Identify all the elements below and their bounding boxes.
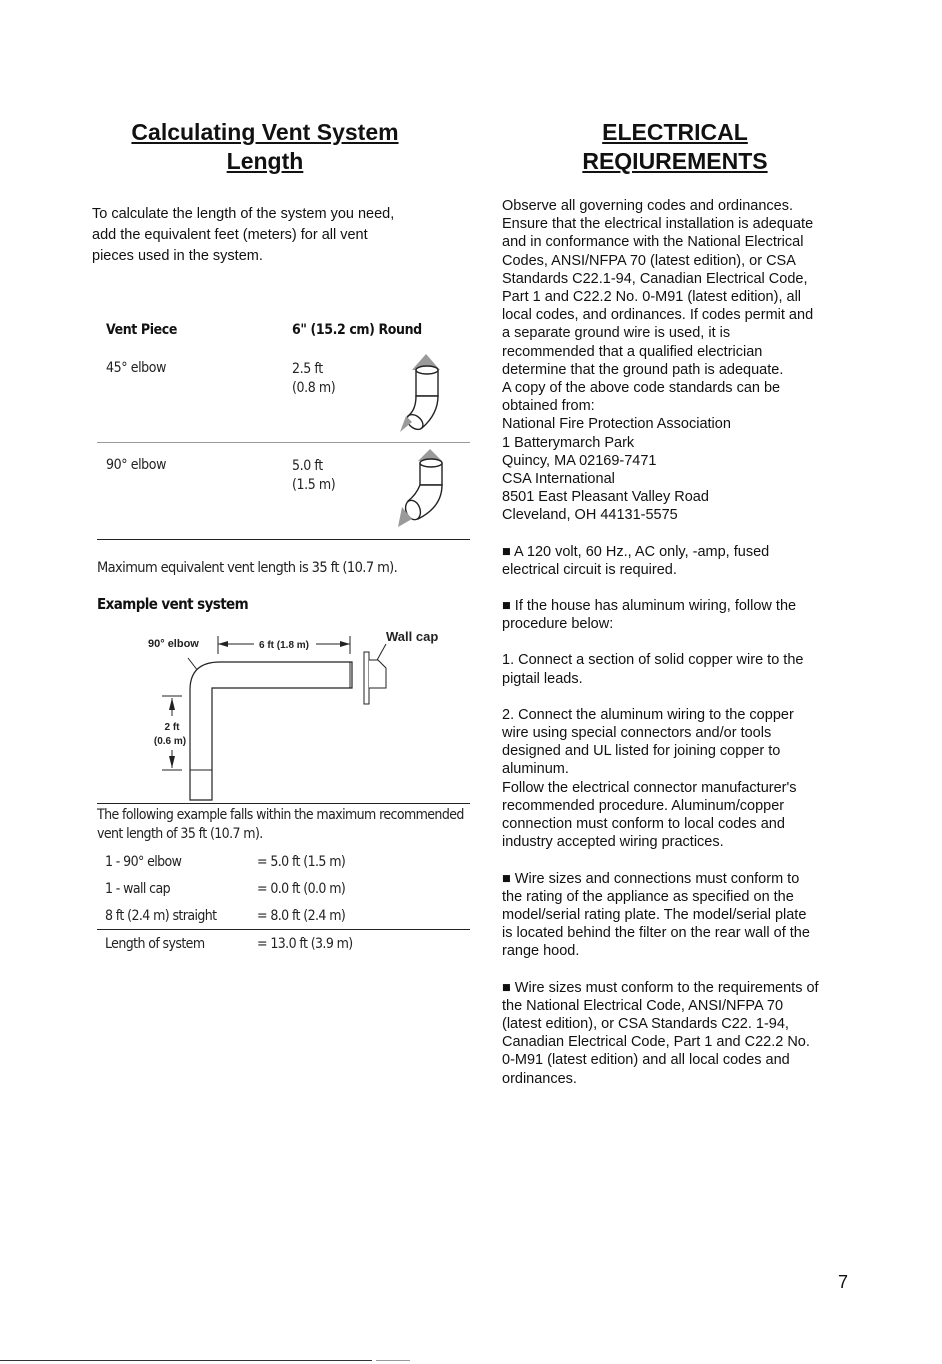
example-vent-diagram: [130, 622, 450, 802]
electrical-title-line1: ELECTRICAL: [602, 119, 748, 145]
wire-sizes-code-paragraph: [502, 979, 852, 1088]
codes-paragraph: [502, 197, 852, 525]
paragraph-line: (latest edition), or CSA Standards C22. 1-94,: [502, 1015, 789, 1032]
paragraph-line: 8501 East Pleasant Valley Road: [502, 489, 709, 506]
example-total-value: = 13.0 ft (3.9 m): [257, 935, 353, 952]
paragraph-line: ordinances.: [502, 1070, 577, 1087]
intro-line: pieces used in the system.: [92, 248, 263, 264]
paragraph-line: Ensure that the electrical installation is adequate: [502, 216, 814, 233]
elbow-90-icon: [396, 449, 452, 533]
paragraph-line: A copy of the above code standards can be: [502, 380, 781, 397]
paragraph-line: Observe all governing codes and ordinances.: [502, 198, 793, 214]
vent-length-ft: 5.0 ft: [292, 458, 323, 474]
paragraph-line: pigtail leads.: [502, 670, 583, 687]
electrical-section-title: [502, 118, 848, 176]
diagram-horizontal-label: 6 ft (1.8 m): [259, 640, 310, 651]
vent-section-title: [92, 118, 438, 176]
paragraph-line: the National Electrical Code, ANSI/NFPA 70: [502, 997, 784, 1014]
vent-length-m: (0.8 m): [292, 380, 336, 396]
vent-title-line2: Length: [226, 148, 304, 174]
paragraph-line: 0-M91 (latest edition) and all local codes and: [502, 1052, 790, 1069]
example-total-item: Length of system: [105, 935, 205, 952]
paragraph-line: procedure below:: [502, 616, 614, 633]
vent-piece-table: [97, 322, 470, 540]
paragraph-line: industry accepted wiring practices.: [502, 834, 724, 851]
example-value: = 0.0 ft (0.0 m): [257, 880, 346, 897]
paragraph-line: recommended that a qualified electrician: [502, 343, 763, 360]
wire-sizes-rating-paragraph: [502, 870, 852, 961]
page-number: 7: [838, 1272, 849, 1292]
paragraph-line: Follow the electrical connector manufacturer's: [502, 779, 797, 796]
paragraph-line: designed and UL listed for joining copper to: [502, 743, 781, 760]
vent-table-bottom-rule: [97, 539, 470, 540]
paragraph-line: Canadian Electrical Code, Part 1 and C22.2 No.: [502, 1034, 810, 1051]
circuit-paragraph: [502, 543, 852, 579]
example-heading: Example vent system: [97, 595, 249, 613]
example-item: 8 ft (2.4 m) straight: [105, 907, 217, 924]
paragraph-line: ■ If the house has aluminum wiring, follow the: [502, 598, 797, 615]
paragraph-line: electrical circuit is required.: [502, 561, 677, 578]
paragraph-line: local codes, and ordinances. If codes permit and: [502, 307, 814, 324]
diagram-elbow-label: 90° elbow: [148, 638, 199, 650]
example-row: [97, 902, 470, 929]
vent-length-ft: 2.5 ft: [292, 361, 323, 377]
paragraph-line: a separate ground wire is used, it is: [502, 325, 731, 342]
paragraph-line: ■ A 120 volt, 60 Hz., AC only, -amp, fused: [502, 543, 770, 560]
vent-piece-name: 45° elbow: [106, 360, 166, 376]
example-note-line: The following example falls within the maximum recommended: [97, 807, 464, 823]
vent-length-m: (1.5 m): [292, 477, 336, 493]
paragraph-line: Standards C22.1-94, Canadian Electrical Code,: [502, 270, 808, 287]
paragraph-line: connection must conform to local codes and: [502, 816, 785, 833]
paragraph-line: the rating of the appliance as specified on the: [502, 888, 794, 905]
paragraph-line: Part 1 and C22.2 No. 0-M91 (latest edition), all: [502, 289, 802, 306]
header-vent-piece: Vent Piece: [106, 322, 177, 338]
elbow-45-icon: [396, 352, 452, 436]
example-total-row: [97, 929, 470, 957]
vent-title-line1: Calculating Vent System: [131, 119, 399, 145]
paragraph-line: is located behind the filter on the rear wall of the: [502, 925, 810, 942]
vent-table-row-45: [97, 346, 470, 442]
footer-rule: [0, 1360, 372, 1361]
example-row: [97, 875, 470, 902]
paragraph-line: Quincy, MA 02169-7471: [502, 452, 657, 469]
paragraph-line: and in conformance with the National Electrical: [502, 234, 804, 251]
example-item: 1 - 90° elbow: [105, 853, 182, 870]
example-note-line: vent length of 35 ft (10.7 m).: [97, 826, 263, 842]
diagram-wallcap-label: Wall cap: [386, 629, 439, 644]
paragraph-line: ■ Wire sizes must conform to the requirements of: [502, 979, 819, 996]
diagram-vertical-label-m: (0.6 m): [153, 736, 187, 747]
electrical-title-line2: REQIUREMENTS: [582, 148, 768, 174]
example-value: = 8.0 ft (2.4 m): [257, 907, 346, 924]
aluminum-wiring-paragraph: [502, 597, 852, 633]
paragraph-line: 1. Connect a section of solid copper wire to the: [502, 652, 804, 669]
vent-table-header: [97, 322, 470, 346]
paragraph-line: aluminum.: [502, 761, 569, 778]
paragraph-line: determine that the ground path is adequate.: [502, 361, 784, 378]
paragraph-line: Cleveland, OH 44131-5575: [502, 507, 678, 524]
intro-line: add the equivalent feet (meters) for all vent: [92, 227, 368, 243]
paragraph-line: model/serial rating plate. The model/serial plate: [502, 906, 807, 923]
vent-piece-name: 90° elbow: [106, 457, 166, 473]
paragraph-line: wire using special connectors and/or tools: [502, 725, 772, 742]
step-2-paragraph: [502, 706, 852, 852]
example-calculation: [97, 803, 470, 957]
intro-line: To calculate the length of the system you need,: [92, 206, 395, 222]
paragraph-line: range hood.: [502, 943, 580, 960]
left-column: [92, 118, 472, 267]
example-note: [97, 803, 470, 844]
diagram-vertical-label-ft: 2 ft: [164, 722, 180, 733]
paragraph-line: CSA International: [502, 471, 615, 488]
paragraph-line: Codes, ANSI/NFPA 70 (latest edition), or CSA: [502, 252, 796, 269]
vent-table-row-90: [97, 442, 470, 539]
max-vent-length: Maximum equivalent vent length is 35 ft (10.7 m).: [97, 560, 398, 576]
step-1-paragraph: [502, 651, 852, 687]
footer-rule-fragment: [376, 1360, 410, 1361]
example-item: 1 - wall cap: [105, 880, 171, 897]
paragraph-line: National Fire Protection Association: [502, 416, 731, 433]
example-row: [97, 848, 470, 875]
paragraph-line: recommended procedure. Aluminum/copper: [502, 797, 785, 814]
paragraph-line: 2. Connect the aluminum wiring to the copper: [502, 706, 794, 723]
right-column: [502, 118, 852, 1088]
paragraph-line: 1 Batterymarch Park: [502, 434, 635, 451]
header-round-size: 6" (15.2 cm) Round: [292, 322, 422, 338]
paragraph-line: obtained from:: [502, 398, 595, 415]
vent-intro: [92, 204, 432, 267]
paragraph-line: ■ Wire sizes and connections must conform to: [502, 870, 800, 887]
example-value: = 5.0 ft (1.5 m): [257, 853, 346, 870]
